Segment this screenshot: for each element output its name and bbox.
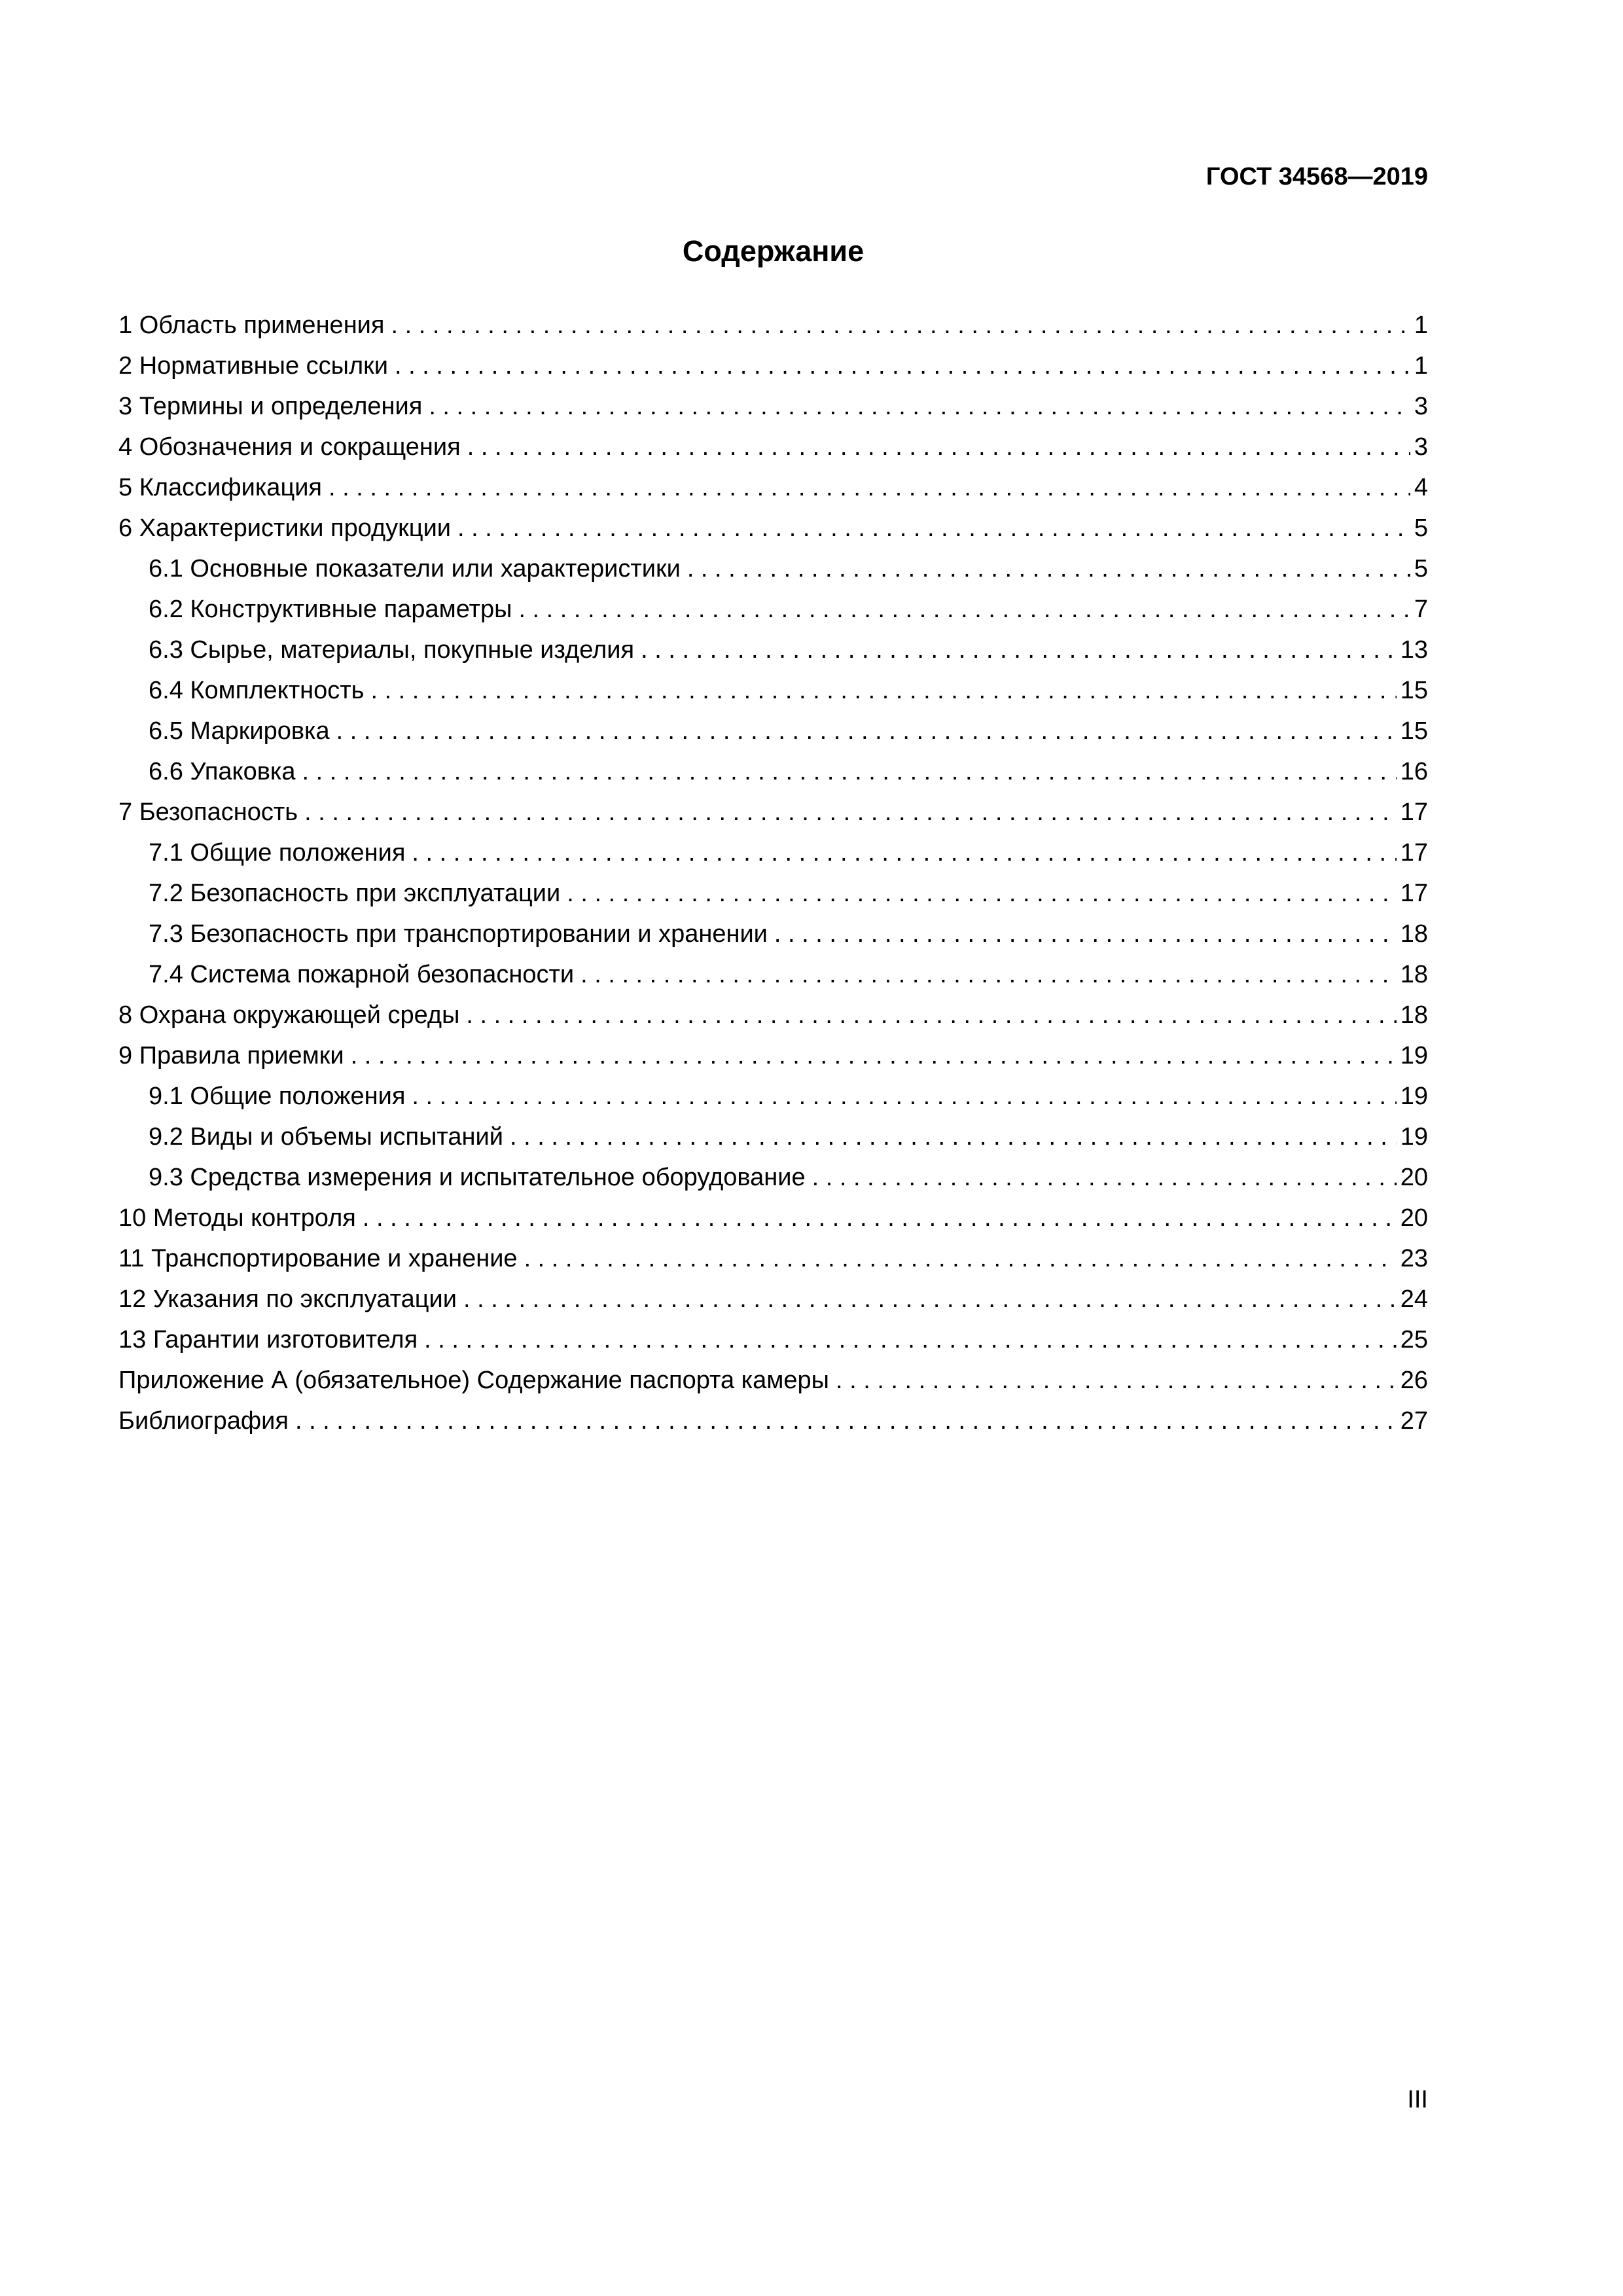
toc-entry-label: Библиография — [118, 1407, 289, 1435]
toc-entry — [118, 1279, 1428, 1319]
toc-entry-page: 24 — [1400, 1285, 1428, 1313]
toc-leader-dots — [391, 305, 1410, 346]
page-number: III — [1407, 2086, 1428, 2113]
toc-entry-page: 15 — [1400, 717, 1428, 745]
toc-entry — [118, 467, 1428, 508]
toc-leader-dots — [567, 873, 1396, 914]
toc-leader-dots — [412, 1076, 1396, 1117]
toc-entry — [118, 548, 1428, 589]
toc-entry — [118, 1319, 1428, 1360]
toc-entry-label: 9.1 Общие положения — [149, 1083, 406, 1110]
toc-leader-dots — [774, 914, 1397, 954]
toc-leader-dots — [466, 995, 1396, 1035]
toc-entry — [118, 954, 1428, 995]
toc-entry-page: 17 — [1400, 798, 1428, 826]
toc-entry — [118, 1117, 1428, 1157]
toc-entry — [118, 711, 1428, 751]
toc-entry-page: 19 — [1400, 1083, 1428, 1110]
toc-entry-label: 1 Область применения — [118, 312, 385, 339]
toc-entry — [118, 630, 1428, 670]
toc-entry-page: 13 — [1400, 636, 1428, 664]
toc-entry-page: 7 — [1414, 596, 1428, 623]
toc-entry-label: 2 Нормативные ссылки — [118, 352, 388, 380]
toc-leader-dots — [424, 1319, 1397, 1360]
toc-entry-label: Приложение А (обязательное) Содержание паспорта камеры — [118, 1367, 829, 1394]
toc-entry — [118, 1076, 1428, 1117]
toc-entry-page: 23 — [1400, 1245, 1428, 1272]
toc-entry — [118, 305, 1428, 346]
toc-entry — [118, 427, 1428, 467]
toc-entry — [118, 1238, 1428, 1279]
toc-entry — [118, 873, 1428, 914]
toc-entry — [118, 346, 1428, 386]
toc-leader-dots — [687, 548, 1410, 589]
document-designation: ГОСТ 34568—2019 — [1205, 163, 1428, 190]
toc-entry-label: 7.3 Безопасность при транспортировании и хранении — [149, 920, 768, 948]
toc-leader-dots — [295, 1401, 1397, 1441]
toc-entry-label: 6.1 Основные показатели или характеристики — [149, 555, 681, 583]
toc-leader-dots — [812, 1157, 1397, 1198]
toc-entry-label: 4 Обозначения и сокращения — [118, 433, 461, 461]
toc-entry-label: 9.2 Виды и объемы испытаний — [149, 1123, 503, 1151]
toc-leader-dots — [329, 467, 1410, 508]
toc-entry-label: 11 Транспортирование и хранение — [118, 1245, 518, 1272]
toc-entry-page: 5 — [1414, 514, 1428, 542]
toc-leader-dots — [467, 427, 1410, 467]
toc-leader-dots — [302, 751, 1397, 792]
toc-entry-label: 6.4 Комплектность — [149, 677, 365, 704]
toc-entry — [118, 914, 1428, 954]
table-of-contents — [118, 305, 1428, 1441]
toc-leader-dots — [836, 1360, 1397, 1401]
toc-leader-dots — [580, 954, 1397, 995]
toc-entry-label: 6 Характеристики продукции — [118, 514, 452, 542]
toc-entry-label: 9 Правила приемки — [118, 1042, 344, 1069]
toc-entry — [118, 1035, 1428, 1076]
toc-entry-page: 1 — [1414, 312, 1428, 339]
toc-leader-dots — [412, 833, 1396, 873]
toc-entry-page: 17 — [1400, 880, 1428, 907]
toc-leader-dots — [395, 346, 1410, 386]
toc-leader-dots — [518, 589, 1410, 630]
toc-entry-page: 20 — [1400, 1164, 1428, 1191]
toc-entry — [118, 833, 1428, 873]
toc-entry — [118, 995, 1428, 1035]
toc-leader-dots — [524, 1238, 1397, 1279]
toc-entry — [118, 589, 1428, 630]
toc-entry — [118, 386, 1428, 427]
page-title: Содержание — [682, 234, 865, 268]
toc-entry-page: 15 — [1400, 677, 1428, 704]
toc-entry-label: 5 Классификация — [118, 474, 323, 501]
toc-entry-page: 1 — [1414, 352, 1428, 380]
toc-entry-page: 19 — [1400, 1042, 1428, 1069]
toc-entry — [118, 1198, 1428, 1238]
toc-entry-label: 6.3 Сырье, материалы, покупные изделия — [149, 636, 635, 664]
toc-leader-dots — [370, 670, 1396, 711]
toc-leader-dots — [510, 1117, 1397, 1157]
toc-leader-dots — [429, 386, 1410, 427]
toc-entry-label: 7.2 Безопасность при эксплуатации — [149, 880, 561, 907]
toc-entry-label: 9.3 Средства измерения и испытательное оборудование — [149, 1164, 806, 1191]
toc-entry — [118, 1360, 1428, 1401]
toc-entry-page: 20 — [1400, 1204, 1428, 1232]
toc-entry-label: 7.4 Система пожарной безопасности — [149, 961, 575, 988]
toc-entry — [118, 1401, 1428, 1441]
toc-entry-label: 8 Охрана окружающей среды — [118, 1001, 460, 1029]
toc-entry — [118, 1157, 1428, 1198]
toc-entry — [118, 670, 1428, 711]
document-page — [118, 0, 1428, 2296]
toc-entry-label: 6.5 Маркировка — [149, 717, 330, 745]
toc-entry-label: 12 Указания по эксплуатации — [118, 1285, 457, 1313]
toc-entry-label: 6.2 Конструктивные параметры — [149, 596, 512, 623]
toc-entry-page: 5 — [1414, 555, 1428, 583]
toc-entry-label: 6.6 Упаковка — [149, 758, 296, 785]
toc-entry — [118, 751, 1428, 792]
toc-leader-dots — [304, 792, 1397, 833]
toc-leader-dots — [457, 508, 1410, 548]
toc-entry-page: 18 — [1400, 961, 1428, 988]
toc-leader-dots — [351, 1035, 1397, 1076]
toc-leader-dots — [463, 1279, 1397, 1319]
toc-entry-page: 17 — [1400, 839, 1428, 867]
toc-entry-label: 7.1 Общие положения — [149, 839, 406, 867]
toc-entry-label: 13 Гарантии изготовителя — [118, 1326, 418, 1354]
toc-entry-page: 26 — [1400, 1367, 1428, 1394]
toc-entry-page: 3 — [1414, 433, 1428, 461]
toc-entry-page: 3 — [1414, 393, 1428, 420]
toc-entry — [118, 508, 1428, 548]
toc-entry-label: 10 Методы контроля — [118, 1204, 356, 1232]
toc-leader-dots — [641, 630, 1397, 670]
toc-entry-page: 4 — [1414, 474, 1428, 501]
toc-entry-page: 18 — [1400, 920, 1428, 948]
toc-entry-page: 19 — [1400, 1123, 1428, 1151]
toc-entry-page: 16 — [1400, 758, 1428, 785]
toc-entry-label: 3 Термины и определения — [118, 393, 423, 420]
toc-leader-dots — [363, 1198, 1397, 1238]
toc-entry-page: 25 — [1400, 1326, 1428, 1354]
toc-leader-dots — [336, 711, 1397, 751]
toc-entry-label: 7 Безопасность — [118, 798, 298, 826]
toc-entry — [118, 792, 1428, 833]
toc-entry-page: 27 — [1400, 1407, 1428, 1435]
toc-entry-page: 18 — [1400, 1001, 1428, 1029]
